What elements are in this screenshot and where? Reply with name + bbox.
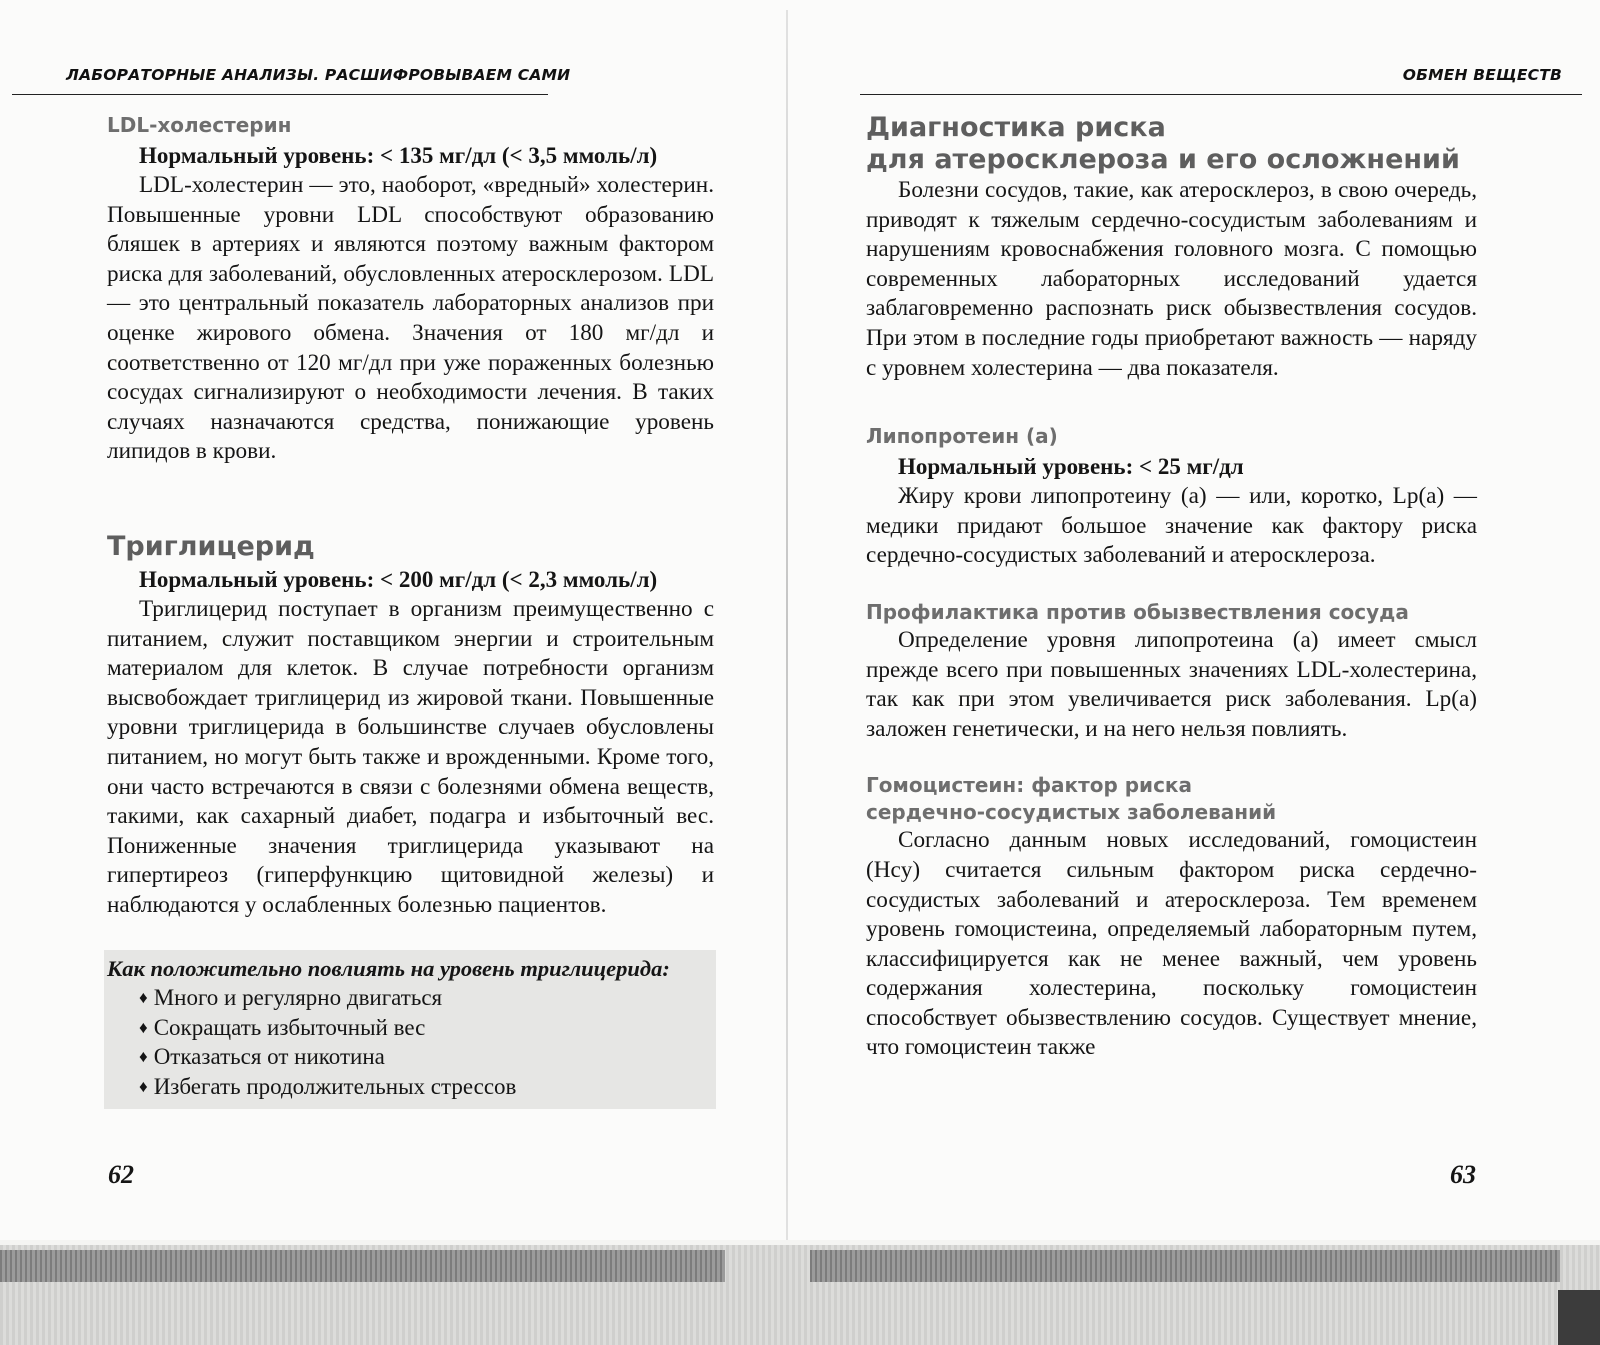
diagnostics-paragraph: Болезни сосудов, такие, как атеросклероз, в свою очередь, приводят к тяжелым сердечно-сосудистым заболеваниям и нарушениям кровоснабжения головного мозга. С помощью современных лабораторных исследований удается заблаговременно распознать риск обызвествления сосудов. При этом в последние годы приобретают важность — наряду с уровнем холестерина — два показателя. bbox=[866, 177, 1477, 381]
header-rule-right bbox=[860, 94, 1582, 95]
triglyceride-heading: Триглицерид bbox=[107, 530, 315, 562]
cover-edge-left bbox=[0, 1250, 725, 1282]
section-gap bbox=[866, 571, 1477, 599]
ldl-heading: LDL-холестерин bbox=[107, 113, 292, 137]
tips-title: Как положительно повлиять на уровень триглицерида: bbox=[107, 956, 670, 982]
page-number-right: 63 bbox=[1450, 1160, 1476, 1189]
section-gap bbox=[107, 467, 714, 531]
diamond-bullet-icon: ♦ bbox=[139, 1047, 148, 1067]
homocysteine-heading-line1: Гомоцистеин: фактор риска bbox=[866, 773, 1192, 798]
diamond-bullet-icon: ♦ bbox=[139, 1076, 148, 1096]
ldl-paragraph: LDL-холестерин — это, наоборот, «вредный» холестерин. Повышенные уровни LDL способствуют образованию бляшек в артериях и являются поэтому важным фактором риска для заболеваний, обусловленных атеросклерозом. LDL — это центральный показатель лабораторных анализов при оценке жирового обмена. Значения от 180 мг/дл и соответственно от 120 мг/дл при уже пораженных болезнью сосудах сигнализируют о необходимости лечения. В таких случаях назначаются средства, понижающие уровень липидов в крови. bbox=[107, 172, 714, 465]
triglyceride-tips-box bbox=[104, 950, 716, 1109]
section-gap bbox=[866, 744, 1477, 772]
tip-text: Сокращать избыточный вес bbox=[153, 1014, 426, 1040]
homocysteine-heading bbox=[866, 772, 1477, 826]
diagnostics-heading bbox=[866, 112, 1477, 176]
prevention-paragraph: Определение уровня липопротеина (а) имеет смысл прежде всего при повышенных значениях LDL-холестерина, так как при этом увеличивается риск заболевания. Lp(a) заложен генетически, и на него нельзя повлиять. bbox=[866, 626, 1477, 742]
triglyceride-norm: Нормальный уровень: < 200 мг/дл (< 2,3 ммоль/л) bbox=[139, 566, 658, 592]
diagnostics-heading-line1: Диагностика риска bbox=[866, 112, 1166, 143]
cover-edge-right bbox=[810, 1250, 1560, 1282]
tip-item bbox=[104, 1072, 716, 1102]
right-column bbox=[866, 112, 1477, 1063]
section-gap bbox=[866, 383, 1477, 423]
homocysteine-paragraph: Согласно данным новых исследований, гомоцистеин (Hcy) считается сильным фактором риска сердечно-сосудистых заболеваний и атеросклероза. Тем временем уровень гомоцистеина, определяемый лабораторным путем, классифицируется как не менее важный, чем уровень содержания холестерина, поскольку гомоцистеин способствует обызвествлению сосудов. Существует мнение, что гомоцистеин также bbox=[866, 827, 1477, 1061]
page-number-left: 62 bbox=[108, 1160, 134, 1189]
tip-item bbox=[104, 1013, 716, 1043]
header-rule-left bbox=[12, 94, 548, 95]
tip-item bbox=[104, 1042, 716, 1072]
lipoprotein-heading: Липопротеин (а) bbox=[866, 424, 1058, 449]
diamond-bullet-icon: ♦ bbox=[139, 988, 148, 1008]
diagnostics-heading-line2: для атеросклероза и его осложнений bbox=[866, 144, 1460, 175]
running-head-right: ОБМЕН ВЕЩЕСТВ bbox=[1402, 66, 1562, 84]
tip-text: Много и регулярно двигаться bbox=[153, 985, 443, 1011]
tip-text: Отказаться от никотина bbox=[153, 1044, 385, 1070]
lipoprotein-norm: Нормальный уровень: < 25 мг/дл bbox=[898, 454, 1244, 480]
triglyceride-paragraph: Триглицерид поступает в организм преимущественно с питанием, служит поставщиком энергии и строительным материалом для клеток. В случае потребности организм высвобождает триглицерид из жировой ткани. Повышенные уровни триглицерида в большинстве случаев обусловлены питанием, но могут быть также и врожденными. Кроме того, они часто встречаются в связи с болезнями обмена веществ, такими, как сахарный диабет, подагра и избыточный вес. Пониженные значения триглицерида указывают на гипертиреоз (гиперфункцию щитовидной железы) и наблюдаются у ослабленных болезнью пациентов. bbox=[107, 595, 714, 918]
diamond-bullet-icon: ♦ bbox=[139, 1017, 148, 1037]
book-gutter bbox=[786, 10, 788, 1240]
lipoprotein-paragraph: Жиру крови липопротеину (а) — или, коротко, Lp(a) — медики придают большое значение как фактору риска сердечно-сосудистых заболеваний и атеросклероза. bbox=[866, 483, 1477, 569]
tip-text: Избегать продолжительных стрессов bbox=[153, 1073, 517, 1099]
ldl-norm: Нормальный уровень: < 135 мг/дл (< 3,5 ммоль/л) bbox=[139, 143, 658, 168]
prevention-heading: Профилактика против обызвествления сосуда bbox=[866, 599, 1409, 624]
tip-item bbox=[104, 983, 716, 1013]
left-column bbox=[107, 112, 714, 1109]
cover-corner bbox=[1558, 1290, 1600, 1345]
running-head-left: ЛАБОРАТОРНЫЕ АНАЛИЗЫ. РАСШИФРОВЫВАЕМ САМИ bbox=[66, 66, 571, 84]
homocysteine-heading-line2: сердечно-сосудистых заболеваний bbox=[866, 800, 1277, 825]
